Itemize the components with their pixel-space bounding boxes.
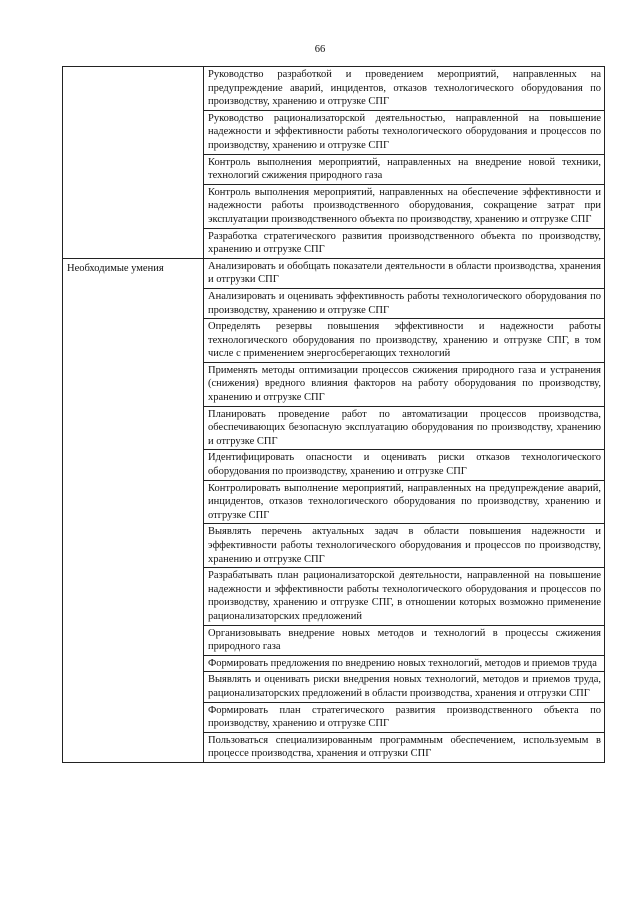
requirement-item: Разработка стратегического развития производственного объекта по производству, хранению и отгрузке СПГ	[204, 228, 605, 258]
table-row	[63, 67, 605, 111]
section-label-continuation	[63, 319, 204, 363]
section-label-continuation	[63, 288, 204, 318]
requirement-item: Организовывать внедрение новых методов и технологий в процессы сжижения природного газа	[204, 625, 605, 655]
requirement-item: Контроль выполнения мероприятий, направленных на обеспечение эффективности и надежности работы производственного оборудования, сокращение затрат при эксплуатации производственного объекта по производству, хранению и отгрузке СПГ	[204, 184, 605, 228]
table-row	[63, 319, 605, 363]
requirement-item: Анализировать и обобщать показатели деятельности в области производства, хранения и отгрузки СПГ	[204, 258, 605, 288]
section-label-continuation	[63, 655, 204, 672]
section-label-continuation	[63, 625, 204, 655]
table-row	[63, 258, 605, 288]
table-row	[63, 154, 605, 184]
table-row	[63, 524, 605, 568]
section-label-continuation	[63, 406, 204, 450]
requirement-item: Определять резервы повышения эффективности и надежности работы технологического оборудования по производству, хранению и отгрузке СПГ, в том числе с применением энергосберегающих технологий	[204, 319, 605, 363]
table-row	[63, 655, 605, 672]
section-label: Необходимые умения	[63, 258, 204, 288]
requirement-item: Контролировать выполнение мероприятий, направленных на предупреждение аварий, инцидентов, отказов технологического оборудования по производству, хранению и отгрузке СПГ	[204, 480, 605, 524]
requirement-item: Выявлять и оценивать риски внедрения новых технологий, методов и приемов труда, рационализаторских предложений в области производства, хранения и отгрузки СПГ	[204, 672, 605, 702]
section-label-continuation	[63, 672, 204, 702]
table-row	[63, 702, 605, 732]
table-row	[63, 450, 605, 480]
section-label-continuation	[63, 228, 204, 258]
section-label-continuation	[63, 524, 204, 568]
table-row	[63, 362, 605, 406]
section-label	[63, 67, 204, 111]
table-row	[63, 184, 605, 228]
table-row	[63, 110, 605, 154]
section-label-continuation	[63, 450, 204, 480]
requirement-item: Руководство разработкой и проведением мероприятий, направленных на предупреждение аварий, инцидентов, отказов технологического оборудования по производству, хранению и отгрузке СПГ	[204, 67, 605, 111]
table-row	[63, 568, 605, 625]
section-label-continuation	[63, 480, 204, 524]
requirement-item: Разрабатывать план рационализаторской деятельности, направленной на повышение надежности и эффективности работы технологического оборудования и процессов по производству, хранению и отгрузке СПГ, в отношении которых возможно применение рационализаторских предложений	[204, 568, 605, 625]
section-label-continuation	[63, 362, 204, 406]
requirement-item: Анализировать и оценивать эффективность работы технологического оборудования по производству, хранению и отгрузке СПГ	[204, 288, 605, 318]
table-row	[63, 480, 605, 524]
requirement-item: Планировать проведение работ по автоматизации процессов производства, обеспечивающих безопасную эксплуатацию оборудования по производству, хранению и отгрузке СПГ	[204, 406, 605, 450]
requirements-table	[62, 66, 605, 763]
table-row	[63, 228, 605, 258]
requirement-item: Выявлять перечень актуальных задач в области повышения надежности и эффективности работы технологического оборудования и процессов по производству, хранению и отгрузке СПГ	[204, 524, 605, 568]
table-row	[63, 625, 605, 655]
requirement-item: Формировать предложения по внедрению новых технологий, методов и приемов труда	[204, 655, 605, 672]
table-row	[63, 406, 605, 450]
table-row	[63, 288, 605, 318]
page-number: 66	[314, 44, 326, 55]
section-label-continuation	[63, 110, 204, 154]
section-label-continuation	[63, 184, 204, 228]
requirement-item: Применять методы оптимизации процессов сжижения природного газа и устранения (снижения) вредного влияния факторов на работу оборудования по производству, хранению и отгрузке СПГ	[204, 362, 605, 406]
requirement-item: Пользоваться специализированным программным обеспечением, используемым в процессе производства, хранения и отгрузки СПГ	[204, 732, 605, 762]
section-label-continuation	[63, 702, 204, 732]
section-label-continuation	[63, 568, 204, 625]
requirement-item: Контроль выполнения мероприятий, направленных на внедрение новой техники, технологий сжижения природного газа	[204, 154, 605, 184]
table-row	[63, 732, 605, 762]
table-row	[63, 672, 605, 702]
section-label-continuation	[63, 154, 204, 184]
requirement-item: Идентифицировать опасности и оценивать риски отказов технологического оборудования по производству, хранению и отгрузке СПГ	[204, 450, 605, 480]
requirement-item: Руководство рационализаторской деятельностью, направленной на повышение надежности и эффективности работы технологического оборудования и процессов по производству, хранению и отгрузке СПГ	[204, 110, 605, 154]
section-label-continuation	[63, 732, 204, 762]
requirement-item: Формировать план стратегического развития производственного объекта по производству, хранению и отгрузке СПГ	[204, 702, 605, 732]
